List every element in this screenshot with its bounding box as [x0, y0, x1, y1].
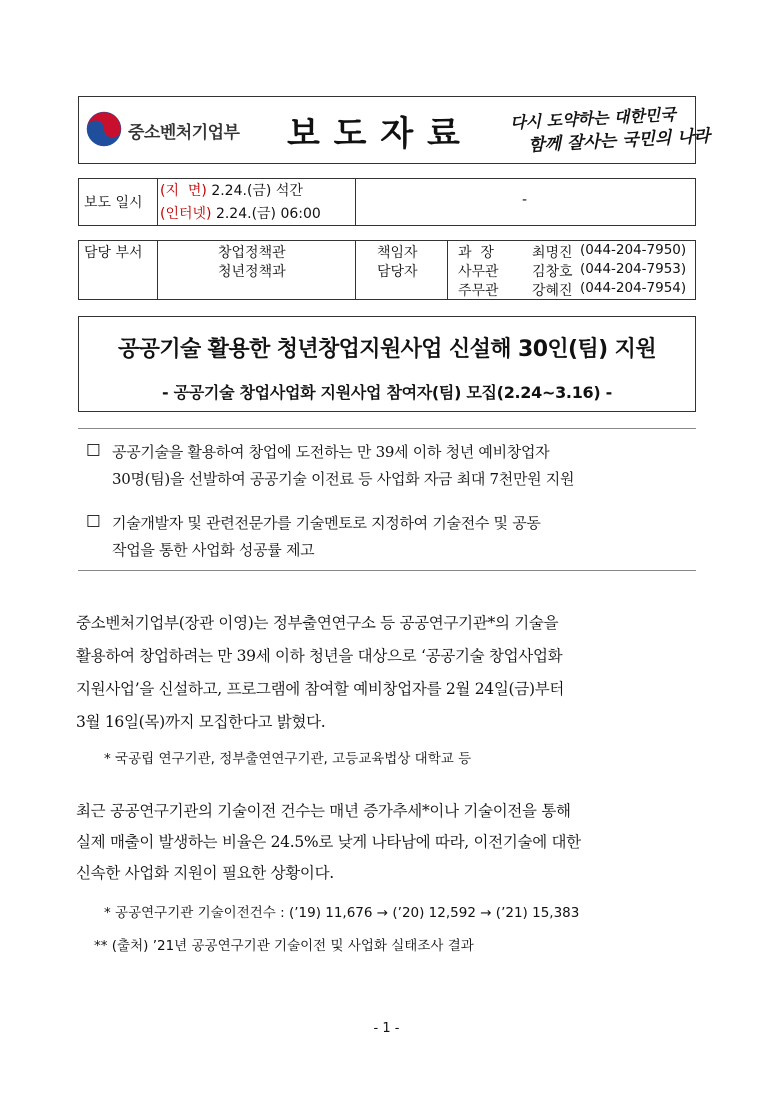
ministry-name: 중소벤처기업부	[128, 123, 240, 143]
bullet-1-line-2: 30명(팀)을 선발하여 공공기술 이전료 등 사업화 자금 최대 7천만원 지원	[112, 470, 575, 488]
release-print-row	[160, 180, 303, 200]
contact-title-2: 사무관	[458, 264, 499, 280]
bullet-1-marker: □	[86, 440, 101, 458]
para2-line-3: 신속한 사업화 지원이 필요한 상황이다.	[76, 864, 334, 882]
release-print-tag: (지 면)	[160, 183, 207, 199]
bullet-2-line-2: 작업을 통한 사업화 성공률 제고	[112, 541, 315, 559]
para2-line-1: 최근 공공연구기관의 기술이전 건수는 매년 증가추세*이나 기술이전을 통해	[76, 802, 571, 820]
contact-phone-3: (044-204-7954)	[580, 280, 687, 296]
dept-label: 담당 부서	[84, 245, 143, 261]
embargo-value: -	[522, 192, 528, 208]
summary-bottom-rule	[78, 570, 696, 571]
contact-title-1: 과 장	[458, 245, 494, 261]
release-print-value: 2.24.(금) 석간	[211, 183, 303, 199]
contact-name-3: 강혜진	[532, 283, 573, 299]
contact-phone-2: (044-204-7953)	[580, 261, 687, 277]
department-1: 창업정책관	[218, 245, 286, 261]
bullet-2-line-1: 기술개발자 및 관련전문가를 기술멘토로 지정하여 기술전수 및 공동	[112, 514, 541, 532]
footnote-3: ** (출처) ’21년 공공연구기관 기술이전 및 사업화 실태조사 결과	[94, 938, 474, 954]
para1-line-4: 3월 16일(목)까지 모집한다고 밝혔다.	[76, 713, 326, 731]
bullet-1-line-1: 공공기술을 활용하여 창업에 도전하는 만 39세 이하 청년 예비창업자	[112, 443, 550, 461]
role-label-lead: 책임자	[377, 245, 418, 261]
para2-line-2: 실제 매출이 발생하는 비율은 24.5%로 낮게 나타남에 따라, 이전기술에 대한	[76, 833, 581, 851]
release-web-tag: (인터넷)	[160, 206, 212, 222]
page-number: - 1 -	[373, 1021, 400, 1036]
footnote-2: * 공공연구기관 기술이전건수 : (’19) 11,676 → (’20) 12,592 → (’21) 15,383	[104, 905, 580, 921]
bullet-2-marker: □	[86, 511, 101, 529]
slogan-line-2: 함께 잘사는 국민의 나라	[527, 126, 711, 156]
para1-line-3: 지원사업’을 신설하고, 프로그램에 참여할 예비창업자를 2월 24일(금)부터	[76, 680, 565, 698]
contact-title-3: 주무관	[458, 283, 499, 299]
headline-sub: - 공공기술 창업사업화 지원사업 참여자(팀) 모집(2.24~3.16) -	[162, 383, 612, 402]
slogan-line-1: 다시 도약하는 대한민국	[509, 104, 677, 133]
summary-top-rule	[78, 428, 696, 429]
para1-line-1: 중소벤처기업부(장관 이영)는 정부출연연구소 등 공공연구기관*의 기술을	[76, 614, 559, 632]
taeguk-logo-icon	[86, 111, 122, 147]
contact-name-1: 최명진	[532, 245, 573, 261]
contact-phone-1: (044-204-7950)	[580, 242, 687, 258]
para1-line-2: 활용하여 창업하려는 만 39세 이하 청년을 대상으로 ‘공공기술 창업사업화	[76, 647, 563, 665]
release-label: 보도 일시	[84, 195, 143, 211]
contact-name-2: 김창호	[532, 264, 573, 280]
release-web-value: 2.24.(금) 06:00	[215, 206, 321, 222]
headline-main: 공공기술 활용한 청년창업지원사업 신설해 30인(팀) 지원	[118, 337, 656, 362]
page-title: 보 도 자 료	[287, 114, 461, 154]
release-web-row	[160, 203, 321, 223]
department-2: 청년정책과	[218, 264, 286, 280]
footnote-1: * 국공립 연구기관, 정부출연연구기관, 고등교육법상 대학교 등	[104, 751, 472, 767]
role-label-staff: 담당자	[377, 264, 418, 280]
